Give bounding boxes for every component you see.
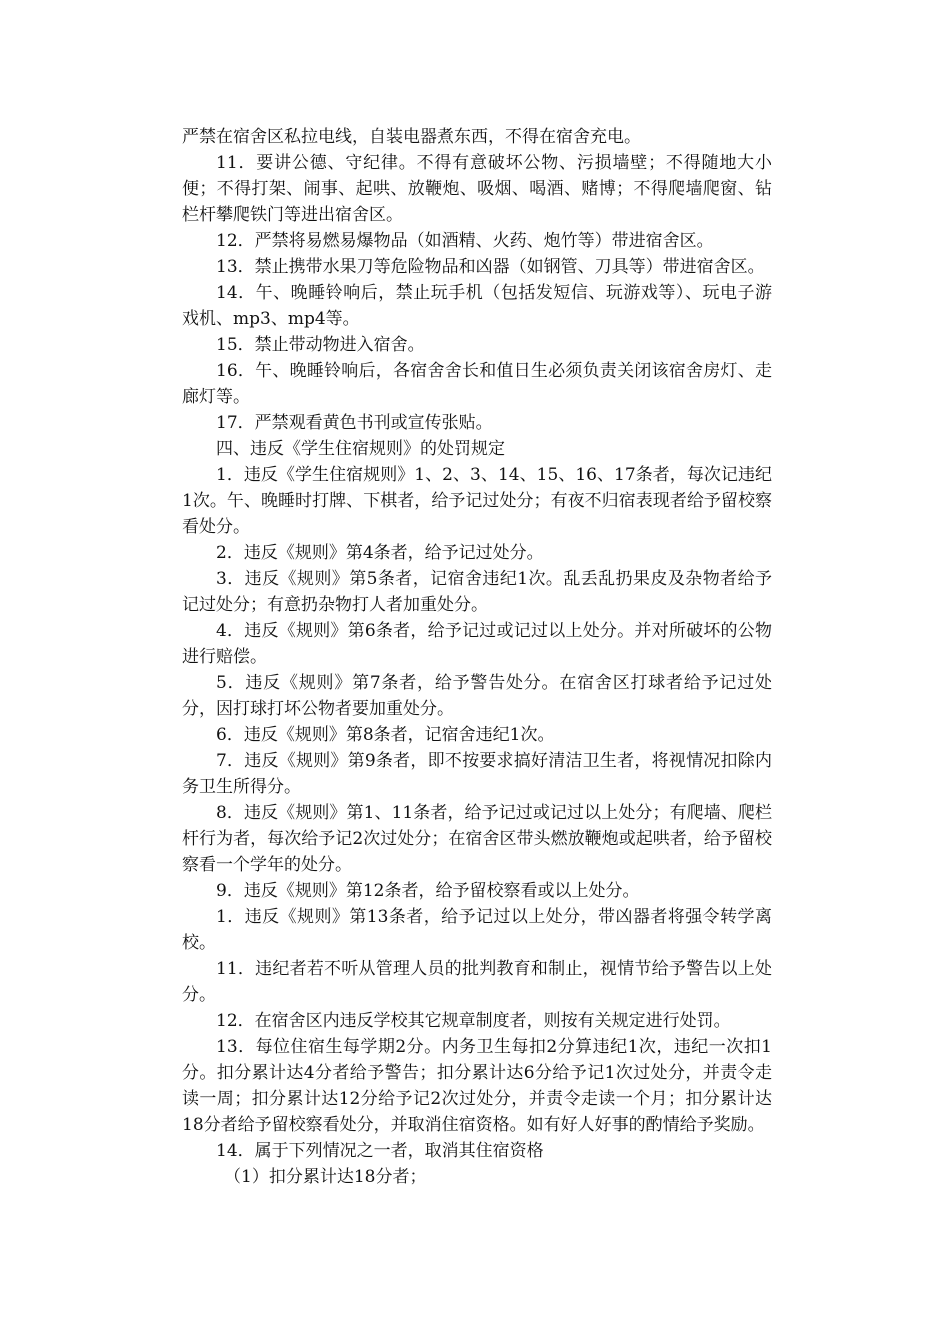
penalty-13: 13．每位住宿生每学期2分。内务卫生每扣2分算违纪1次，违纪一次扣1分。扣分累计达4分者给予警告；扣分累计达6分给予记1次过处分，并责令走读一周；扣分累计达12分给予记2次过处分，并责令走读一个月；扣分累计达18分者给予留校察看处分，并取消住宿资格。如有好人好事的酌情给予奖励。: [182, 1037, 772, 1135]
penalty-11: 11．违纪者若不听从管理人员的批判教育和制止，视情节给予警告以上处分。: [182, 959, 772, 1005]
document-page: [182, 124, 772, 1190]
paragraph-continuation: 严禁在宿舍区私拉电线，自装电器煮东西，不得在宿舍充电。: [182, 127, 641, 147]
penalty-10: 1．违反《规则》第13条者，给予记过以上处分，带凶器者将强令转学离校。: [182, 907, 772, 953]
penalty-12: 12．在宿舍区内违反学校其它规章制度者，则按有关规定进行处罚。: [216, 1011, 731, 1031]
penalty-9: 9．违反《规则》第12条者，给予留校察看或以上处分。: [216, 881, 640, 901]
penalty-2: 2．违反《规则》第4条者，给予记过处分。: [216, 543, 544, 563]
rule-15: 15．禁止带动物进入宿舍。: [216, 335, 425, 355]
rule-12: 12．严禁将易燃易爆物品（如酒精、火药、炮竹等）带进宿舍区。: [216, 231, 714, 251]
penalty-1: 1．违反《学生住宿规则》1、2、3、14、15、16、17条者，每次记违纪1次。午、晚睡时打牌、下棋者，给予记过处分；有夜不归宿表现者给予留校察看处分。: [182, 465, 772, 537]
penalty-7: 7．违反《规则》第9条者，即不按要求搞好清洁卫生者，将视情况扣除内务卫生所得分。: [182, 751, 772, 797]
penalty-6: 6．违反《规则》第8条者，记宿舍违纪1次。: [216, 725, 555, 745]
rule-14: 14．午、晚睡铃响后，禁止玩手机（包括发短信、玩游戏等）、玩电子游戏机、mp3、mp4等。: [182, 283, 772, 329]
rule-11: 11．要讲公德、守纪律。不得有意破坏公物、污损墙壁；不得随地大小便；不得打架、闹事、起哄、放鞭炮、吸烟、喝酒、赌博；不得爬墙爬窗、钻栏杆攀爬铁门等进出宿舍区。: [182, 153, 772, 225]
penalty-3: 3．违反《规则》第5条者，记宿舍违纪1次。乱丢乱扔果皮及杂物者给予记过处分；有意扔杂物打人者加重处分。: [182, 569, 772, 615]
penalty-5: 5．违反《规则》第7条者，给予警告处分。在宿舍区打球者给予记过处分，因打球打坏公物者要加重处分。: [182, 673, 772, 719]
penalty-14-item-1: （1）扣分累计达18分者；: [224, 1167, 427, 1187]
penalty-14: 14．属于下列情况之一者，取消其住宿资格: [216, 1141, 544, 1161]
rule-17: 17．严禁观看黄色书刊或宣传张贴。: [216, 413, 493, 433]
section-heading-penalties: 四、违反《学生住宿规则》的处罚规定: [216, 439, 505, 459]
rule-16: 16．午、晚睡铃响后，各宿舍舍长和值日生必须负责关闭该宿舍房灯、走廊灯等。: [182, 361, 772, 407]
rule-13: 13．禁止携带水果刀等危险物品和凶器（如钢管、刀具等）带进宿舍区。: [216, 257, 765, 277]
penalty-8: 8．违反《规则》第1、11条者，给予记过或记过以上处分；有爬墙、爬栏杆行为者，每次给予记2次过处分；在宿舍区带头燃放鞭炮或起哄者，给予留校察看一个学年的处分。: [182, 803, 772, 875]
penalty-4: 4．违反《规则》第6条者，给予记过或记过以上处分。并对所破坏的公物进行赔偿。: [182, 621, 772, 667]
